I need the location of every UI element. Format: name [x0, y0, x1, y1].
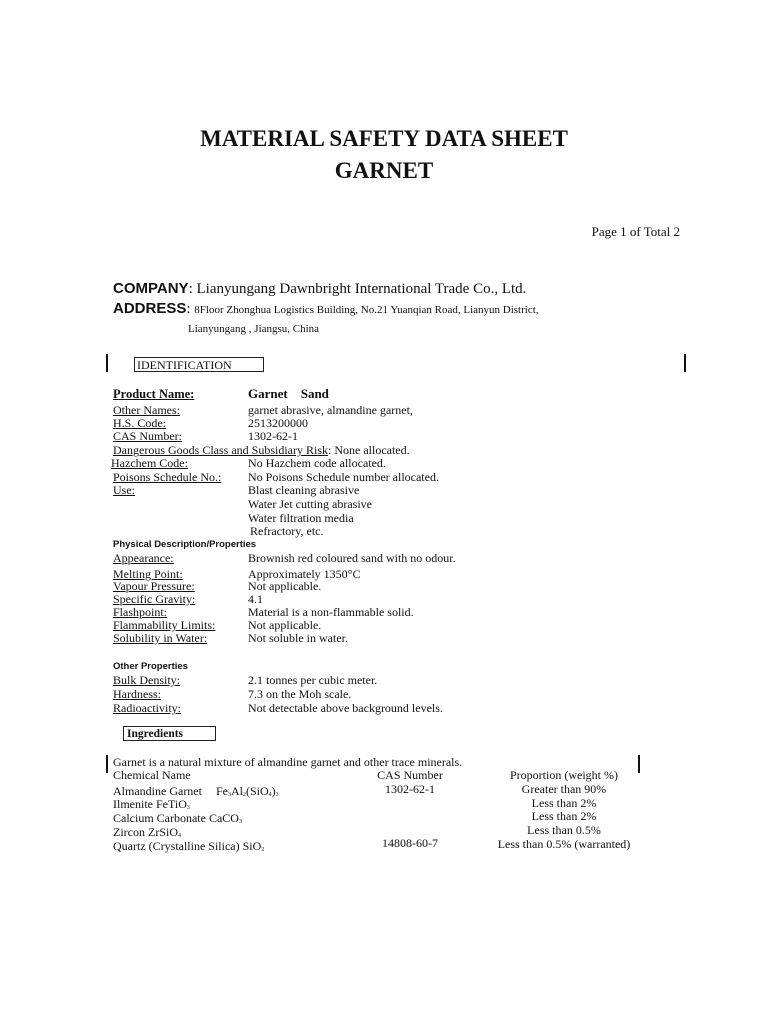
formula-subscript: 2: [261, 847, 265, 853]
formula-subscript: 2: [242, 792, 246, 798]
dangerous-goods-value: : None allocated.: [328, 443, 410, 457]
hardness-value: 7.3 on the Moh scale.: [248, 687, 352, 701]
dangerous-goods-label: Dangerous Goods Class and Subsidiary Risk: [113, 443, 328, 457]
address-sep: :: [186, 301, 195, 317]
appearance-value: Brownish red coloured sand with no odour.: [248, 551, 456, 565]
physical-heading: Physical Description/Properties: [113, 539, 257, 550]
chemical-name-cell: [113, 811, 242, 826]
melting-point-label: Melting Point:: [113, 567, 183, 581]
identification-heading: IDENTIFICATION: [134, 357, 264, 372]
proportion-cell: Less than 0.5%: [527, 823, 601, 837]
company-value: Lianyungang Dawnbright International Trade Co., Ltd.: [196, 281, 527, 297]
vapour-pressure-value: Not applicable.: [248, 579, 322, 593]
poisons-schedule-label: Poisons Schedule No.:: [113, 470, 222, 484]
company-line: [113, 280, 526, 298]
bulk-density-value: 2.1 tonnes per cubic meter.: [248, 673, 378, 687]
other-names-value: garnet abrasive, almandine garnet,: [248, 403, 413, 417]
formula-text: Al: [230, 784, 243, 798]
formula-text: Fe: [215, 784, 228, 798]
address-line-1: 8Floor Zhonghua Logistics Building, No.21 Yuanqian Road, Lianyun District,: [194, 304, 539, 316]
chemical-name-text: Ilmenite FeTiO: [113, 797, 187, 811]
formula-subscript: 4: [268, 792, 272, 798]
formula-text: (SiO: [245, 784, 269, 798]
bulk-density-label: Bulk Density:: [113, 673, 181, 687]
chemical-name-cell: [113, 839, 264, 854]
other-names-label: Other Names:: [113, 403, 180, 417]
proportion-cell: Less than 0.5% (warranted): [497, 837, 631, 851]
column-header-chemical-name: Chemical Name: [113, 768, 191, 782]
section-margin-bar: [106, 354, 108, 372]
ingredients-intro: Garnet is a natural mixture of almandine garnet and other trace minerals.: [113, 755, 463, 769]
melting-point-value: Approximately 1350°C: [248, 567, 361, 581]
radioactivity-label: Radioactivity:: [113, 701, 181, 715]
product-name-label: Product Name:: [113, 387, 195, 401]
column-header-proportion: Proportion (weight %): [510, 768, 618, 782]
hs-code-value: 2513200000: [248, 416, 308, 430]
formula-subscript: 4: [178, 833, 181, 839]
use-label: Use:: [113, 483, 135, 497]
flashpoint-value: Material is a non-flammable solid.: [248, 605, 414, 619]
solubility-value: Not soluble in water.: [248, 631, 348, 645]
flammability-label: Flammability Limits:: [113, 618, 216, 632]
vapour-pressure-label: Vapour Pressure:: [113, 579, 195, 593]
cas-number-label: CAS Number:: [113, 429, 182, 443]
chemical-name-text: Calcium Carbonate CaCO: [113, 811, 239, 825]
chemical-name-cell: [113, 797, 190, 812]
chemical-name-cell: [113, 825, 181, 840]
hardness-label: Hardness:: [113, 687, 161, 701]
cas-cell: 1302-62-1: [385, 782, 435, 796]
hs-code-label: H.S. Code:: [113, 416, 167, 430]
document-title: MATERIAL SAFETY DATA SHEET: [200, 126, 568, 151]
company-label: COMPANY: [113, 280, 189, 297]
formula-subscript: 3: [186, 805, 190, 811]
use-item: Blast cleaning abrasive: [248, 483, 360, 497]
formula-subscript: 3: [275, 792, 279, 798]
appearance-label: Appearance:: [113, 551, 174, 565]
address-line: [113, 300, 539, 318]
proportion-cell: Less than 2%: [531, 796, 597, 810]
section-margin-bar: [106, 755, 108, 773]
cas-cell: 14808-60-7: [382, 836, 438, 850]
company-sep: :: [188, 281, 197, 297]
chemical-name-text: Zircon ZrSiO: [113, 825, 178, 839]
poisons-schedule-value: No Poisons Schedule number allocated.: [248, 470, 439, 484]
product-name-value: Garnet Sand: [248, 386, 329, 401]
radioactivity-value: Not detectable above background levels.: [248, 701, 443, 715]
address-line-2: Lianyungang , Jiangsu, China: [188, 323, 320, 335]
use-item: Water Jet cutting abrasive: [248, 497, 372, 511]
formula-subscript: 3: [227, 792, 231, 798]
use-item: Refractory, etc.: [250, 524, 324, 538]
other-properties-heading: Other Properties: [113, 661, 188, 672]
hazchem-label: Hazchem Code:: [111, 456, 188, 470]
specific-gravity-value: 4.1: [248, 592, 263, 606]
cas-number-value: 1302-62-1: [248, 429, 298, 443]
ingredients-heading: Ingredients: [123, 726, 216, 741]
document-subtitle: GARNET: [334, 158, 434, 183]
use-item: Water filtration media: [248, 511, 354, 525]
chemical-name-text: Quartz (Crystalline Silica) SiO: [113, 839, 262, 853]
flammability-value: Not applicable.: [248, 618, 322, 632]
specific-gravity-label: Specific Gravity:: [113, 592, 196, 606]
flashpoint-label: Flashpoint:: [113, 605, 168, 619]
formula-text: ): [271, 784, 276, 798]
chemical-name-text: Almandine Garnet: [113, 784, 202, 798]
address-label: ADDRESS: [113, 300, 187, 317]
section-margin-bar: [684, 354, 686, 372]
hazchem-value: No Hazchem code allocated.: [248, 456, 386, 470]
proportion-cell: Greater than 90%: [521, 782, 607, 796]
column-header-cas-number: CAS Number: [377, 768, 443, 782]
proportion-cell: Less than 2%: [531, 809, 597, 823]
page-indicator: Page 1 of Total 2: [591, 224, 680, 239]
solubility-label: Solubility in Water:: [113, 631, 208, 645]
formula-subscript: 3: [238, 819, 242, 825]
